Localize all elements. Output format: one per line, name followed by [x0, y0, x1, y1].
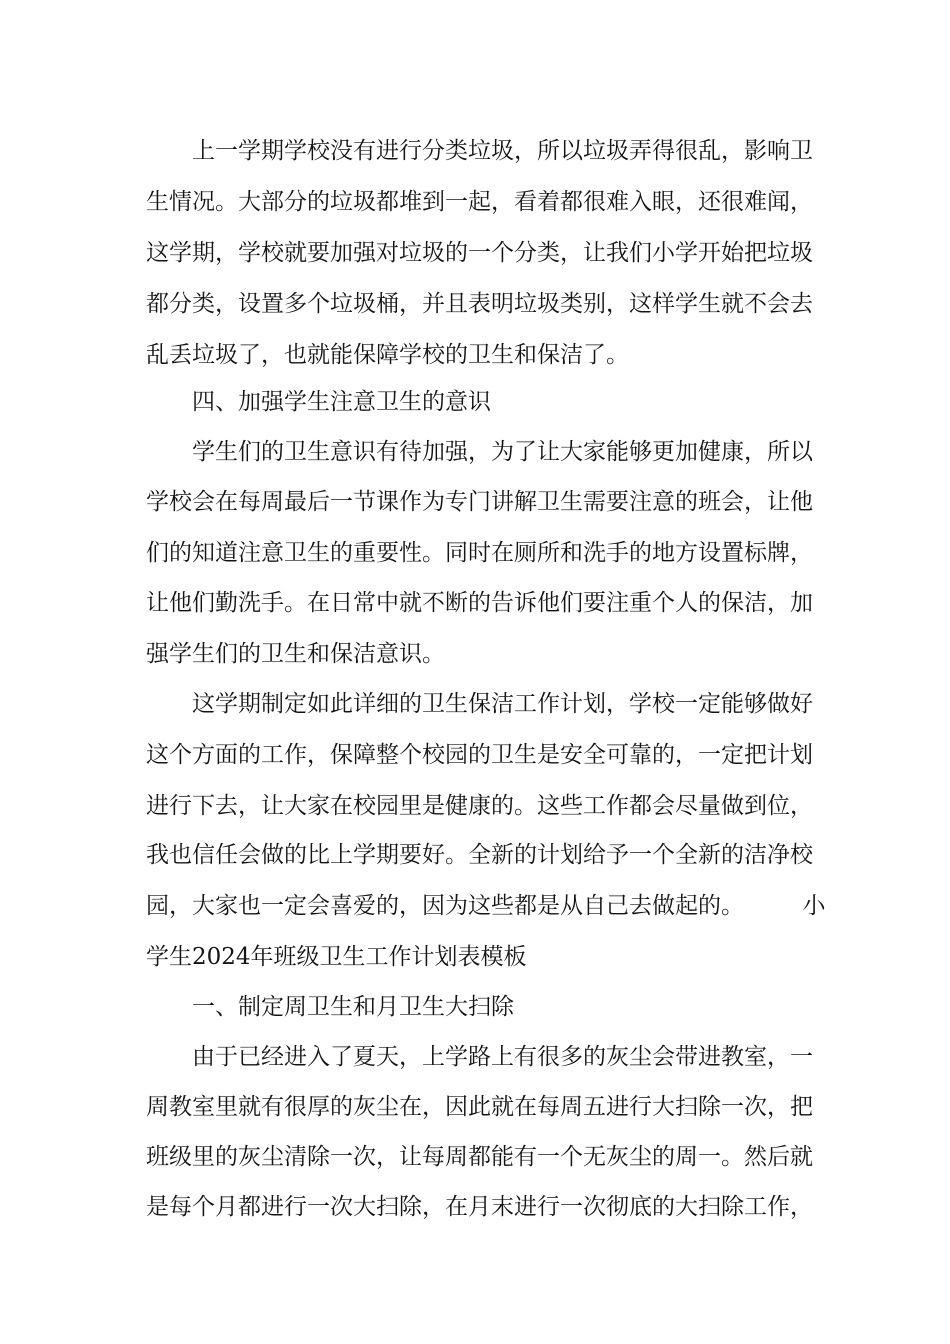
- paragraph-line: 上一学期学校没有进行分类垃圾，所以垃圾弄得很乱，影响卫: [192, 138, 813, 164]
- document-title-line: 学生2024年班级卫生工作计划表模板: [146, 944, 527, 970]
- paragraph-line: 这学期制定如此详细的卫生保洁工作计划，学校一定能够做好: [192, 691, 813, 717]
- paragraph-line: 都分类，设置多个垃圾桶，并且表明垃圾类别，这样学生就不会去: [146, 291, 813, 317]
- paragraph-line: 让他们勤洗手。在日常中就不断的告诉他们要注重个人的保洁，加: [146, 590, 813, 616]
- paragraph-line: 们的知道注意卫生的重要性。同时在厕所和洗手的地方设置标牌，: [146, 540, 813, 566]
- paragraph-line: 进行下去，让大家在校园里是健康的。这些工作都会尽量做到位，: [146, 793, 813, 819]
- section-heading: 一、制定周卫生和月卫生大扫除: [192, 994, 514, 1020]
- paragraph-line: 乱丢垃圾了，也就能保障学校的卫生和保洁了。: [146, 342, 629, 368]
- paragraph-line: 周教室里就有很厚的灰尘在，因此就在每周五进行大扫除一次，把: [146, 1094, 813, 1120]
- paragraph-line: 学生们的卫生意识有待加强，为了让大家能够更加健康，所以: [192, 439, 813, 465]
- paragraph-line: 我也信任会做的比上学期要好。全新的计划给予一个全新的洁净校: [146, 842, 813, 868]
- paragraph-line: 这学期，学校就要加强对垃圾的一个分类，让我们小学开始把垃圾: [146, 240, 813, 266]
- paragraph-line: 强学生们的卫生和保洁意识。: [146, 641, 445, 667]
- section-heading: 四、加强学生注意卫生的意识: [192, 389, 491, 415]
- paragraph-line: 由于已经进入了夏天，上学路上有很多的灰尘会带进教室，一: [192, 1044, 813, 1070]
- paragraph-line: 园，大家也一定会喜爱的，因为这些都是从自己去做起的。 小: [146, 893, 826, 919]
- paragraph-line: 是每个月都进行一次大扫除，在月末进行一次彻底的大扫除工作，: [146, 1194, 813, 1220]
- paragraph-line: 班级里的灰尘清除一次，让每周都能有一个无灰尘的周一。然后就: [146, 1144, 813, 1170]
- paragraph-line: 学校会在每周最后一节课作为专门讲解卫生需要注意的班会，让他: [146, 489, 813, 515]
- paragraph-line: 生情况。大部分的垃圾都堆到一起，看着都很难入眼，还很难闻，: [146, 189, 813, 215]
- paragraph-line: 这个方面的工作，保障整个校园的卫生是安全可靠的，一定把计划: [146, 742, 813, 768]
